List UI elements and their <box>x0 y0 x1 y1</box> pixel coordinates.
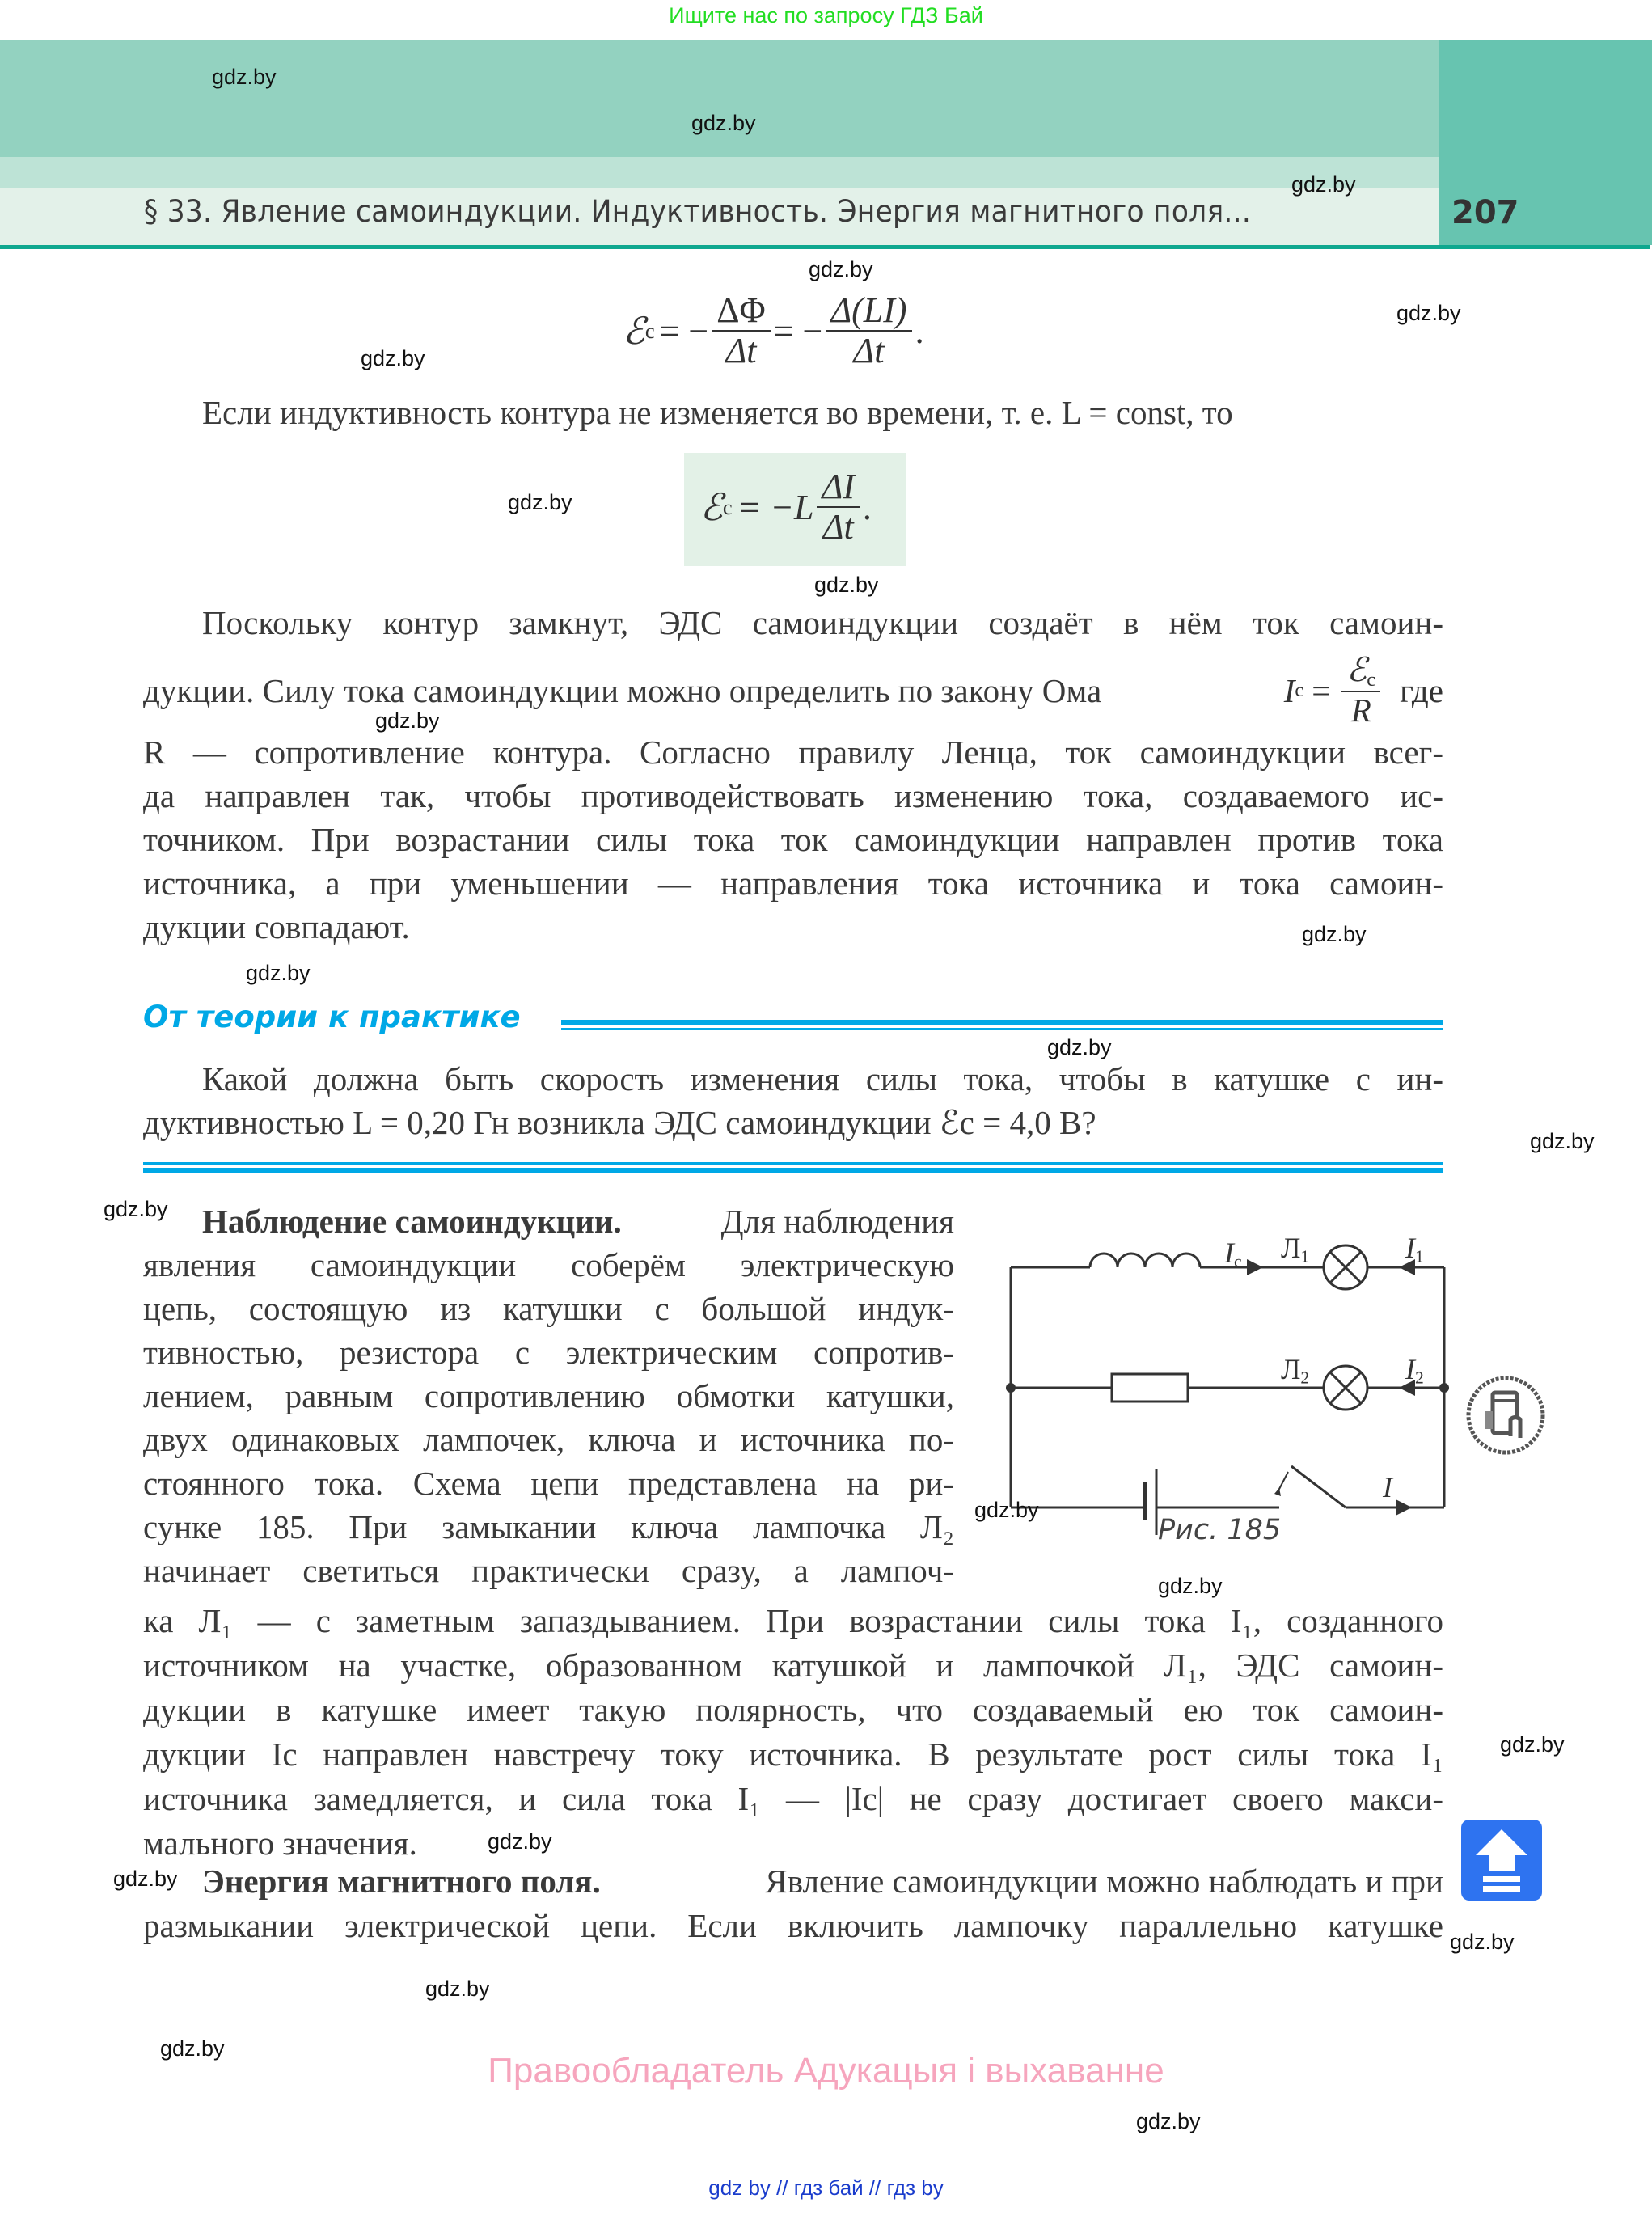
fraction-denominator: R <box>1350 691 1371 729</box>
watermark: gdz.by <box>691 111 756 135</box>
watermark: gdz.by <box>809 257 873 281</box>
paragraph-line: R — сопротивление контура. Согласно правилу Ленца, ток самоиндукции всег- <box>143 734 1443 771</box>
paragraph-line: ка Л₁ — с заметным запаздыванием. При возрастании силы тока I₁, созданного <box>143 1602 1443 1639</box>
lamp-subscript: 1 <box>1300 1246 1310 1266</box>
current-subscript: c <box>1295 679 1304 701</box>
ohm-law-formula <box>1284 652 1443 729</box>
paragraph-line: мального значения. <box>143 1824 417 1862</box>
current-symbol: I <box>1283 671 1295 709</box>
footer-links[interactable]: gdz by // гдз бай // гдз by <box>708 2175 944 2200</box>
paragraph-line: источника замедляется, и сила тока I₁ — |Ic| не сразу достигает своего макси- <box>143 1780 1443 1817</box>
divider-thin <box>143 1162 1443 1165</box>
energy-first-line <box>202 1862 1443 1901</box>
watermark: gdz.by <box>1047 1035 1112 1059</box>
watermark: gdz.by <box>113 1867 178 1891</box>
paragraph-line: сунке 185. При замыкании ключа лампочка Л₂ <box>143 1508 954 1545</box>
emf-symbol: ℰ <box>700 485 723 530</box>
watermark: gdz.by <box>104 1197 168 1221</box>
equals-minus: = − <box>773 311 823 351</box>
paragraph-text: где <box>1400 671 1443 709</box>
paragraph-text: Для наблюдения <box>720 1203 954 1240</box>
lamp-symbol: Л <box>1281 1232 1301 1264</box>
watermark: gdz.by <box>1396 301 1461 325</box>
emf-symbol: ℰ <box>1346 650 1367 689</box>
header-band-mid <box>0 157 1439 188</box>
paragraph-line: дукции Ic направлен навстречу току источника. В результате рост силы тока I₁ <box>143 1736 1443 1773</box>
fraction-emf-r <box>1341 652 1380 729</box>
watermark: gdz.by <box>375 708 440 733</box>
watermark: gdz.by <box>1450 1930 1515 1954</box>
header-band-dark <box>0 40 1439 157</box>
label-i1 <box>1405 1231 1424 1266</box>
divider-thin <box>561 1028 1443 1030</box>
section-heading: Наблюдение самоиндукции. <box>202 1203 622 1240</box>
paragraph-line: точником. При возрастании силы тока ток самоиндукции направлен против тока <box>143 821 1443 858</box>
watermark: gdz.by <box>361 346 425 370</box>
paragraph-line-with-ohm <box>143 652 1443 729</box>
divider-thick <box>143 1168 1443 1173</box>
figure-caption: Рис. 185 <box>1158 1514 1282 1546</box>
paragraph-line: тивностью, резистора с электрическим сопротив- <box>143 1334 954 1371</box>
copyright-notice: Правообладатель Адукацыя і выхаванне <box>488 2051 1164 2091</box>
current-symbol: I <box>1224 1237 1234 1269</box>
fraction-numerator <box>1341 652 1380 692</box>
paragraph-text: Явление самоиндукции можно наблюдать и при <box>765 1862 1443 1900</box>
fraction-li <box>826 291 911 371</box>
search-banner[interactable]: Ищите нас по запросу ГДЗ Бай <box>669 3 983 27</box>
formula-emf-inductance <box>700 467 872 548</box>
period: . <box>862 487 872 527</box>
emf-subscript: c <box>1367 669 1376 691</box>
practice-question-line: Какой должна быть скорость изменения силы тока, чтобы в катушке с ин- <box>202 1060 1443 1097</box>
page-number: 207 <box>1451 194 1519 231</box>
watermark: gdz.by <box>160 2036 225 2061</box>
fraction-di-dt <box>817 467 859 548</box>
watermark: gdz.by <box>1302 922 1367 946</box>
emf-symbol: ℰ <box>623 309 645 353</box>
paragraph-line: источником на участке, образованном катушкой и лампочкой Л₁, ЭДС самоин- <box>143 1647 1443 1684</box>
watermark: gdz.by <box>488 1829 552 1854</box>
paragraph-text: дукции. Силу тока самоиндукции можно определить по закону Ома <box>143 671 1102 709</box>
watermark: gdz.by <box>974 1498 1039 1522</box>
fraction-numerator: ΔΦ <box>712 291 770 332</box>
watermark: gdz.by <box>1136 2109 1201 2133</box>
practice-question-line: дуктивностью L = 0,20 Гн возникла ЭДС самоиндукции ℰc = 4,0 В? <box>143 1104 1096 1141</box>
formula-emf-flux <box>623 291 924 371</box>
header-stripe <box>0 245 1650 249</box>
paragraph-line: стоянного тока. Схема цепи представлена на ри- <box>143 1465 954 1502</box>
paragraph-line: источника, а при уменьшении — направления тока источника и тока самоин- <box>143 865 1443 902</box>
paragraph-line: Поскольку контур замкнут, ЭДС самоиндукции создаёт в нём ток самоин- <box>202 604 1443 641</box>
fraction-denominator: Δt <box>853 331 885 371</box>
paragraph-line: размыкании электрической цепи. Если включить лампочку параллельно катушке <box>143 1907 1443 1944</box>
divider-thick <box>561 1020 1443 1025</box>
current-symbol: I <box>1405 1232 1415 1264</box>
practice-section-title: От теории к практике <box>143 1000 521 1034</box>
emf-subscript: c <box>644 318 655 343</box>
watermark: gdz.by <box>1158 1574 1223 1598</box>
current-subscript: c <box>1234 1251 1242 1271</box>
equals-minus: = − <box>659 311 709 351</box>
equals-minus-l: = −L <box>737 487 814 527</box>
arrow-up-icon <box>1461 1820 1542 1901</box>
watermark: gdz.by <box>1291 172 1356 197</box>
fraction-numerator: Δ(LI) <box>826 291 911 332</box>
paragraph-line: лением, равным сопротивлению обмотки катушки, <box>143 1377 954 1414</box>
watermark: gdz.by <box>425 1977 490 2001</box>
paragraph-line: начинает светиться практически сразу, а лампоч- <box>143 1552 954 1589</box>
scroll-up-button[interactable] <box>1461 1820 1542 1901</box>
label-i: I <box>1383 1471 1392 1503</box>
watermark: gdz.by <box>814 573 879 597</box>
lamp-subscript: 2 <box>1300 1368 1310 1388</box>
text-line: Если индуктивность контура не изменяется во времени, т. е. L = const, то <box>202 394 1233 431</box>
label-ic <box>1224 1236 1242 1271</box>
watermark: gdz.by <box>508 490 572 514</box>
watermark: gdz.by <box>1500 1732 1565 1757</box>
paragraph-line: двух одинаковых лампочек, ключа и источника по- <box>143 1421 954 1458</box>
fraction-denominator: Δt <box>822 507 854 548</box>
watermark: gdz.by <box>212 65 277 89</box>
current-subscript: 1 <box>1415 1246 1424 1266</box>
paragraph-line: да направлен так, чтобы противодействовать изменению тока, создаваемого ис- <box>143 777 1443 814</box>
emf-subscript: c <box>722 494 733 519</box>
mobile-version-icon[interactable] <box>1465 1375 1546 1456</box>
fraction-denominator: Δt <box>725 331 757 371</box>
paragraph-line: явления самоиндукции соберём электрическую <box>143 1246 954 1283</box>
label-lamp1 <box>1281 1231 1309 1266</box>
label-lamp2 <box>1281 1352 1309 1388</box>
fraction-numerator: ΔI <box>817 467 859 508</box>
lamp-symbol: Л <box>1281 1353 1301 1385</box>
paragraph-line: дукции в катушке имеет такую полярность, что создаваемый ею ток самоин- <box>143 1691 1443 1728</box>
period: . <box>915 311 924 351</box>
paragraph-line: цепь, состоящую из катушки с большой индук- <box>143 1290 954 1327</box>
chapter-title: § 33. Явление самоиндукции. Индуктивность. Энергия магнитного поля... <box>144 194 1252 229</box>
paragraph-line: дукции совпадают. <box>143 908 410 945</box>
current-symbol: I <box>1405 1353 1415 1385</box>
equals: = <box>1312 671 1331 709</box>
section-heading: Энергия магнитного поля. <box>202 1862 601 1900</box>
observation-first-line <box>202 1202 954 1241</box>
watermark: gdz.by <box>1530 1129 1595 1153</box>
watermark: gdz.by <box>246 961 311 985</box>
fraction-flux <box>712 291 770 371</box>
label-i2 <box>1405 1352 1424 1388</box>
current-subscript: 2 <box>1415 1368 1424 1388</box>
